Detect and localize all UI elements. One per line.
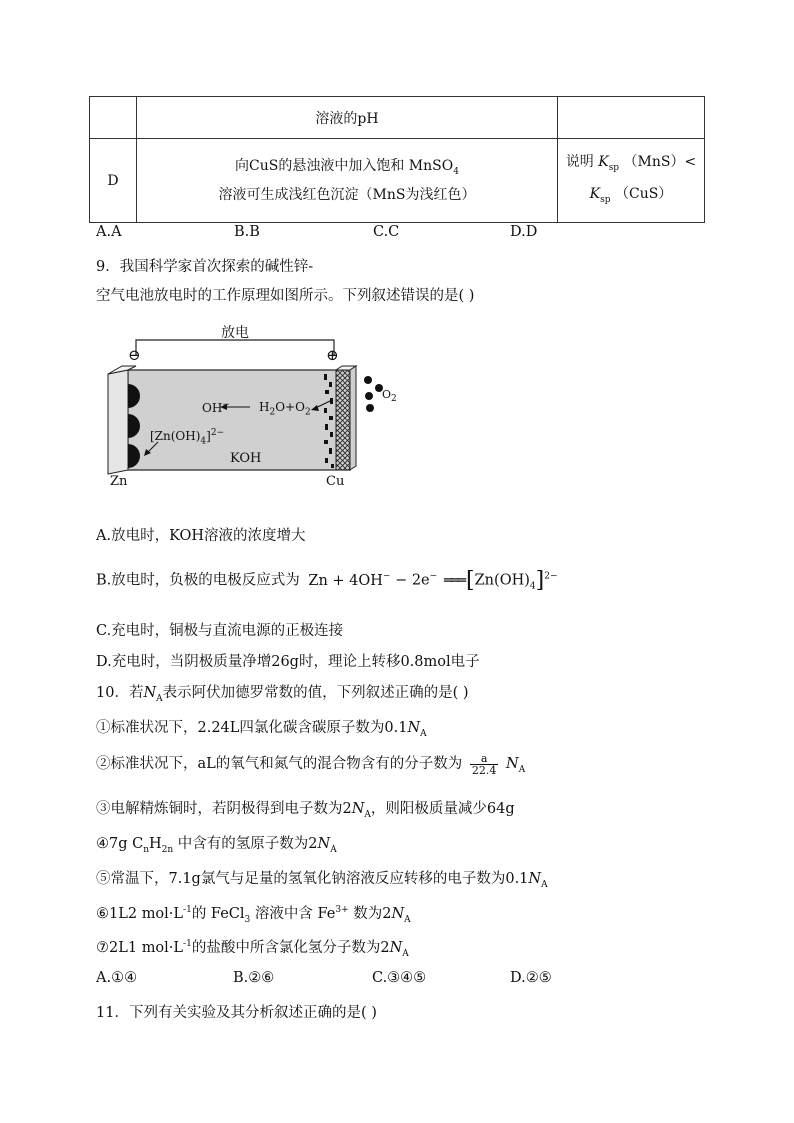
diagram-o2-label: $O_2$ bbox=[382, 388, 397, 405]
q9-option-b: B.放电时，负极的电极反应式为 Zn + 4OH− − 2e− $═══[Zn(OH)_4]^{2-}$ bbox=[96, 568, 558, 593]
diagram-zinc-complex-label: $[Zn(OH)_4]^{2-}$ bbox=[150, 428, 225, 447]
q10-statement-6: ⑥1L2 $mol\cdot L^{-1}$的 FeCl$_3$ 溶液中含 $Fe^{3+}$ 数为$2N_A$ bbox=[96, 905, 411, 925]
q10-title: 10．若$N_A$表示阿伏加德罗常数的值，下列叙述正确的是( ) bbox=[96, 685, 469, 704]
table-row bbox=[90, 97, 705, 139]
q9-option-a: A.放电时，KOH溶液的浓度增大 bbox=[96, 528, 306, 544]
table-cell: 向CuS的悬浊液中加入饱和 MnSO$_4$ 溶液可生成浅红色沉淀（MnS为浅红色） bbox=[137, 139, 558, 223]
q10-option-a: A.①④ bbox=[96, 970, 138, 986]
q9-title-line2: 空气电池放电时的工作原理如图所示。下列叙述错误的是( ) bbox=[96, 288, 475, 304]
diagram-reactant-label: $H_2O+O_2$ bbox=[259, 400, 311, 418]
q9-title-line1: 9．我国科学家首次探索的碱性锌- bbox=[96, 259, 314, 275]
q8-option-c: C.C bbox=[373, 224, 400, 240]
q10-statement-7: ⑦2L1 $mol\cdot L^{-1}$的盐酸中所含氯化氢分子数为$2N_A$ bbox=[96, 939, 409, 959]
battery-diagram bbox=[100, 318, 400, 498]
fraction: $\frac{a}{22.4}$ bbox=[471, 751, 497, 777]
diagram-discharge-label: 放电 bbox=[221, 325, 249, 341]
q10-statement-1: ①标准状况下，2.24L四氯化碳含碳原子数为$0.1N_A$ bbox=[96, 720, 427, 739]
q11-title: 11．下列有关实验及其分析叙述正确的是( ) bbox=[96, 1005, 377, 1021]
row-label: D bbox=[90, 139, 137, 223]
table-row bbox=[90, 139, 705, 223]
q10-statement-4: ④7g $C_nH_{2n}$ 中含有的氢原子数为$2N_A$ bbox=[96, 836, 337, 855]
answer-table bbox=[89, 96, 705, 223]
diagram-zn-label: Zn bbox=[110, 474, 128, 489]
plus-terminal-icon: ⊕ bbox=[326, 346, 339, 364]
battery-diagram-svg bbox=[100, 318, 400, 498]
q10-option-d: D.②⑤ bbox=[510, 970, 552, 986]
q10-statement-3: ③电解精炼铜时，若阴极得到电子数为$2N_A$，则阳极质量减少64g bbox=[96, 801, 515, 820]
table-cell: 溶液的pH bbox=[137, 97, 558, 139]
q8-option-d: D.D bbox=[510, 224, 538, 240]
q8-option-b: B.B bbox=[234, 224, 260, 240]
diagram-cu-label: Cu bbox=[326, 474, 345, 489]
table-cell-note: 说明 $K_{sp}$ （MnS）< $K_{sp}$ （CuS） bbox=[558, 139, 705, 223]
diagram-oh-label: OH− bbox=[202, 400, 230, 415]
q9-option-c: C.充电时，铜极与直流电源的正极连接 bbox=[96, 623, 344, 639]
minus-terminal-icon: ⊖ bbox=[128, 346, 141, 364]
q8-option-a: A.A bbox=[96, 224, 122, 240]
q9-option-d: D.充电时，当阴极质量净增26g时，理论上转移0.8mol电子 bbox=[96, 654, 480, 670]
q10-option-c: C.③④⑤ bbox=[372, 970, 427, 986]
q10-option-b: B.②⑥ bbox=[233, 970, 275, 986]
q10-statement-5: ⑤常温下，7.1g氯气与足量的氢氧化钠溶液反应转移的电子数为$0.1N_A$ bbox=[96, 871, 548, 890]
q10-statement-2: ②标准状况下，aL的氧气和氮气的混合物含有的分子数为 $\frac{a}{22.4}$ $N_A$ bbox=[96, 751, 526, 777]
diagram-electrolyte-label: KOH bbox=[230, 451, 262, 466]
